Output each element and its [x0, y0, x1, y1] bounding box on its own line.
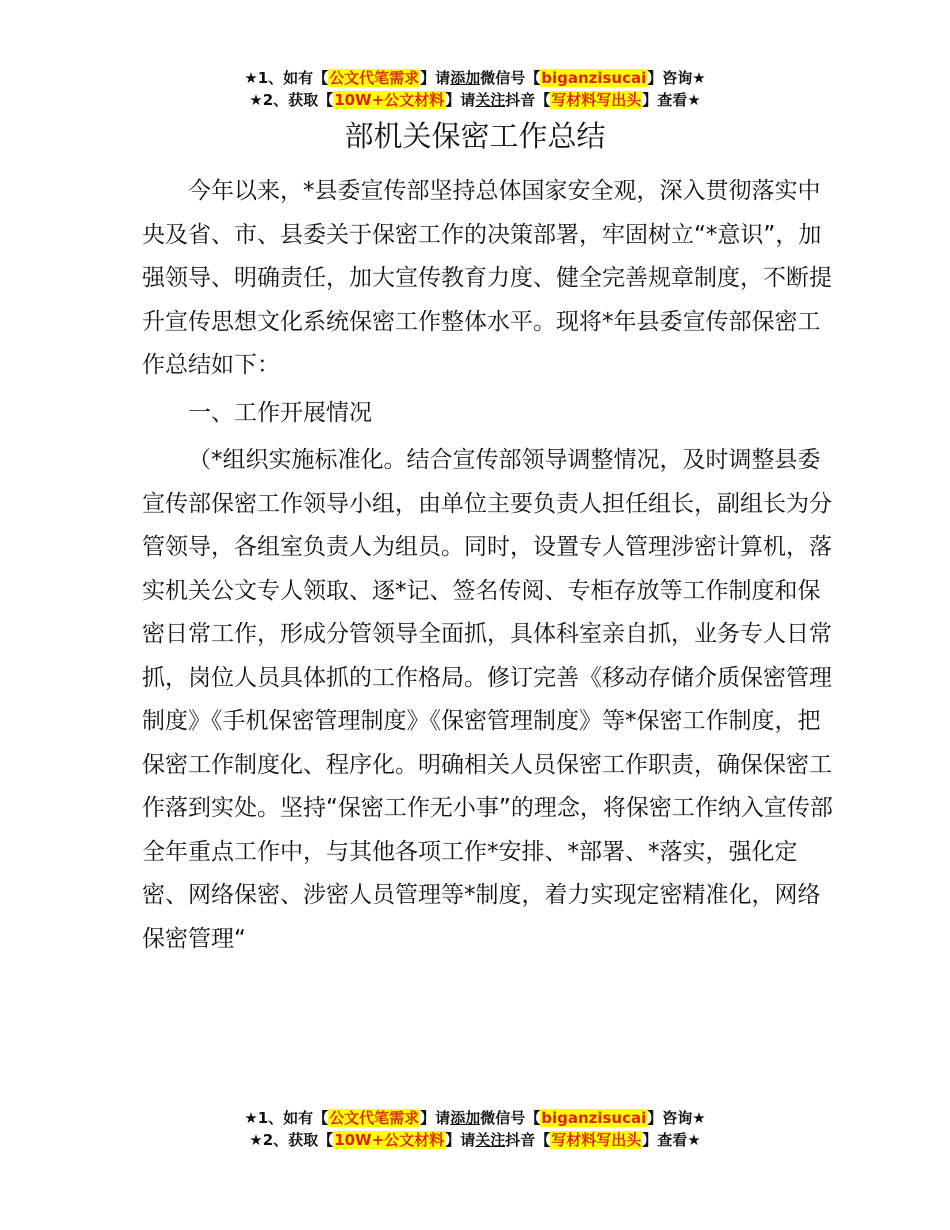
paragraph-section-1: （*组织实施标准化。结合宣传部领导调整情况，及时调整县委宣传部保密工作领导小组，由单位主要负责人担任组长，副组长为分管领导，各组室负责人为组员。同时，设置专人管理涉密计算机，落实机关公文专人领取、逐*记、签名传阅、专柜存放等工作制度和保密日常工作，形成分管领导全面抓，具体科室亲自抓，业务专人日常抓，岗位人员具体抓的工作格局。修订完善《移动存储介质保密管理制度》《手机保密管理制度》《保密管理制度》等*保密工作制度，把保密工作制度化、程序化。明确相关人员保密工作职责，确保保密工作落到实处。坚持“保密工作无小事”的理念，将保密工作纳入宣传部全年重点工作中，与其他各项工作*安排、*部署、*落实，强化定密、网络保密、涉密人员管理等*制度，着力实现定密精准化，网络保密管理“ — [142, 447, 833, 952]
document-title: 部机关保密工作总结 — [344, 119, 606, 153]
banner-line-2 — [0, 89, 950, 111]
banner-text: 微信号【 — [480, 1109, 541, 1127]
banner-highlight: 写材料写出头 — [551, 91, 642, 109]
banner-highlight: 公文代笔需求 — [329, 1109, 420, 1127]
banner-text: ★2、获取【 — [249, 91, 334, 109]
banner-highlight: biganzisucai — [541, 69, 647, 87]
banner-highlight: 10W+公文材料 — [334, 91, 445, 109]
banner-text: 】咨询★ — [647, 1109, 706, 1127]
banner-text: 】请 — [445, 1131, 476, 1149]
section-heading: 一、工作开展情况 — [188, 399, 372, 426]
banner-highlight: 写材料写出头 — [551, 1131, 642, 1149]
banner-underline: 关注 — [475, 91, 506, 109]
footer-banner — [0, 1107, 950, 1151]
banner-text: ★2、获取【 — [249, 1131, 334, 1149]
banner-underline: 添加 — [450, 69, 481, 87]
banner-line-1 — [0, 1107, 950, 1129]
banner-text: 】咨询★ — [647, 69, 706, 87]
banner-highlight: 10W+公文材料 — [334, 1131, 445, 1149]
paragraph-intro: 今年以来，*县委宣传部坚持总体国家安全观，深入贯彻落实中央及省、市、县委关于保密工作的决策部署，牢固树立“*意识”，加强领导、明确责任，加大宣传教育力度、健全完善规章制度，不断提升宣传思想文化系统保密工作整体水平。现将*年县委宣传部保密工作总结如下： — [142, 178, 832, 378]
banner-text: ★1、如有【 — [244, 1109, 329, 1127]
banner-text: ★1、如有【 — [244, 69, 329, 87]
banner-text: 】请 — [420, 69, 451, 87]
banner-underline: 关注 — [475, 1131, 506, 1149]
document-body — [142, 170, 834, 961]
banner-text: 微信号【 — [480, 69, 541, 87]
banner-text: 】请 — [445, 91, 476, 109]
banner-underline: 添加 — [450, 1109, 481, 1127]
banner-text: 抖音【 — [505, 91, 551, 109]
banner-highlight: 公文代笔需求 — [329, 69, 420, 87]
banner-highlight: biganzisucai — [541, 1109, 647, 1127]
banner-text: 】查看★ — [642, 91, 701, 109]
header-banner — [0, 67, 950, 111]
banner-line-1 — [0, 67, 950, 89]
banner-text: 抖音【 — [505, 1131, 551, 1149]
banner-line-2 — [0, 1129, 950, 1151]
banner-text: 】请 — [420, 1109, 451, 1127]
banner-text: 】查看★ — [642, 1131, 701, 1149]
